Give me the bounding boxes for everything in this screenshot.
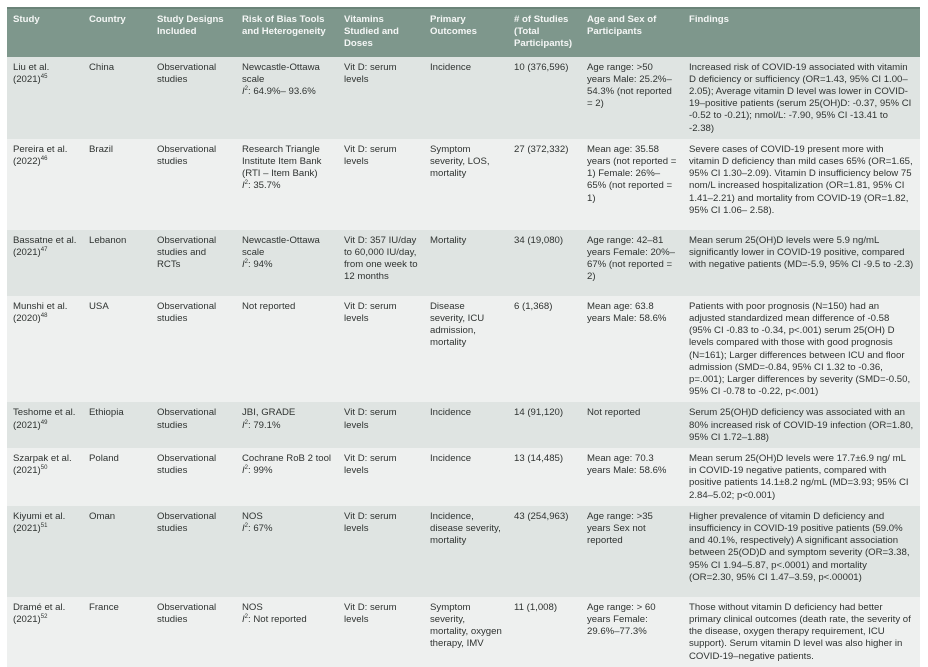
study-text: Pereira et al. (2022)	[13, 143, 68, 168]
i2-superscript: 2	[244, 86, 249, 93]
i2-superscript: 2	[244, 614, 249, 621]
age-sex-text: Age range: >50 years Male: 25.2%–54.3% (not reported = 2)	[587, 61, 672, 110]
country-cell	[83, 402, 151, 448]
design-text: Observational studies	[157, 407, 217, 431]
i2-symbol: I	[242, 523, 245, 535]
reference-number: 51	[40, 523, 48, 530]
age-sex-cell	[581, 139, 683, 230]
design-text: Observational studies	[157, 61, 217, 85]
findings-text: Higher prevalence of vitamin D deficiency and insufficiency in COVID-19 positive patients (59.0% and 40.1%, respectively) A significant association between 25(OD)D and symptom severity (OR=3.38, 95% CI 1.94–5.87, p<.0001) and mortality (OR=2.30, 95% CI 1.47–3.59, p<.00001)	[689, 510, 910, 583]
findings-cell	[683, 402, 920, 448]
bias-tool-cell	[236, 139, 338, 230]
findings-text: Mean serum 25(OH)D levels were 17.7±6.9 ng/ mL in COVID-19 negative patients, compared with positive patients 14.1±8.2 ng/mL (MD=3.93; 95% CI 2.84–5.02; p<0.001)	[689, 453, 909, 501]
country-text: Oman	[89, 510, 116, 522]
country-cell	[83, 139, 151, 230]
vitamins-cell	[338, 230, 424, 296]
age-sex-cell	[581, 296, 683, 403]
design-text: Observational studies and RCTs	[157, 234, 217, 271]
country-text: China	[89, 61, 115, 73]
outcomes-text: Incidence	[430, 407, 472, 419]
num-studies-text: 14 (91,120)	[514, 407, 564, 419]
findings-cell	[683, 506, 920, 597]
studies-table	[7, 7, 920, 667]
design-text: Observational studies	[157, 143, 217, 168]
heterogeneity-text: : 67%	[248, 523, 273, 535]
num-studies-text: 27 (372,332)	[514, 143, 569, 155]
design-text: Observational studies	[157, 510, 217, 535]
findings-text: Increased risk of COVID-19 associated with vitamin D deficiency or sufficiency (OR=1.43, 95% CI 1.00–2.05); Average vitamin D level was lower in COVID-19–positive patients (serum 25(OH)D: -0.37, 95% CI -0.52 to -0.21); nmol/L: -7.90, 95% CI -13.41 to -2.38)	[689, 61, 912, 134]
bias-tool-cell	[236, 597, 338, 667]
reference-number: 48	[40, 313, 48, 320]
outcomes-cell	[424, 448, 508, 506]
country-text: Poland	[89, 453, 119, 465]
num-studies-text: 43 (254,963)	[514, 510, 569, 522]
age-sex-text: Mean age: 63.8 years Male: 58.6%	[587, 300, 667, 325]
reference-number: 45	[40, 73, 48, 80]
findings-cell	[683, 139, 920, 230]
table-row	[7, 448, 920, 506]
i2-superscript: 2	[244, 259, 249, 266]
num-studies-cell	[508, 57, 581, 139]
num-studies-text: 34 (19,080)	[514, 234, 564, 246]
country-text: France	[89, 601, 119, 613]
study-text: Bassatne et al. (2021)	[13, 234, 77, 259]
table-row	[7, 230, 920, 296]
outcomes-cell	[424, 597, 508, 667]
study-cell	[7, 139, 83, 230]
heterogeneity-text: : 94%	[248, 259, 273, 271]
heterogeneity-value	[242, 180, 332, 192]
heterogeneity-text: : Not reported	[248, 614, 307, 626]
bias-tool-cell	[236, 296, 338, 403]
num-studies-cell	[508, 296, 581, 403]
header-num-studies: # of Studies (Total Participants)	[514, 14, 573, 50]
i2-symbol: I	[242, 259, 245, 271]
num-studies-cell	[508, 597, 581, 667]
i2-symbol: I	[242, 614, 245, 626]
header-findings: Findings	[689, 14, 729, 25]
header-primary-outcomes: Primary Outcomes	[430, 14, 477, 38]
findings-cell	[683, 448, 920, 506]
outcomes-cell	[424, 296, 508, 403]
outcomes-text: Incidence	[430, 61, 472, 73]
findings-cell	[683, 57, 920, 139]
table-row	[7, 402, 920, 448]
study-text: Teshome et al. (2021)	[13, 407, 76, 431]
study-cell	[7, 597, 83, 667]
table-row	[7, 57, 920, 139]
reference-number: 49	[40, 419, 48, 426]
design-cell	[151, 506, 236, 597]
bias-tool-text: JBI, GRADE	[242, 407, 296, 419]
vitamins-text: Vit D: serum levels	[344, 143, 397, 168]
vitamins-text: Vit D: serum levels	[344, 61, 397, 85]
num-studies-cell	[508, 230, 581, 296]
outcomes-cell	[424, 402, 508, 448]
study-cell	[7, 57, 83, 139]
design-cell	[151, 402, 236, 448]
num-studies-cell	[508, 448, 581, 506]
design-cell	[151, 296, 236, 403]
study-text: Kiyumi et al. (2021)	[13, 510, 66, 535]
i2-superscript: 2	[244, 465, 249, 472]
findings-cell	[683, 597, 920, 667]
outcomes-cell	[424, 230, 508, 296]
vitamins-cell	[338, 448, 424, 506]
header-study-designs: Study Designs Included	[157, 14, 224, 38]
reference-number: 52	[40, 614, 48, 621]
heterogeneity-value	[242, 259, 332, 271]
bias-tool-text: Not reported	[242, 300, 296, 312]
heterogeneity-text: : 79.1%	[248, 419, 281, 431]
table-row	[7, 139, 920, 230]
num-studies-text: 10 (376,596)	[514, 61, 569, 73]
heterogeneity-value	[242, 420, 332, 432]
heterogeneity-value	[242, 614, 332, 626]
i2-superscript: 2	[244, 523, 249, 530]
table-row	[7, 597, 920, 667]
design-text: Observational studies	[157, 601, 217, 626]
study-cell	[7, 296, 83, 403]
reference-number: 46	[40, 156, 48, 163]
vitamins-cell	[338, 506, 424, 597]
bias-tool-text: NOS	[242, 601, 263, 613]
age-sex-cell	[581, 506, 683, 597]
outcomes-text: Disease severity, ICU admission, mortality	[430, 300, 485, 349]
vitamins-text: Vit D: serum levels	[344, 601, 397, 626]
findings-text: Severe cases of COVID-19 present more with vitamin D deficiency than mild cases 65% (OR=1.65, 95% CI 1.30–2.09). Vitamin D insufficiency below 75 nom/L increased hospitalization (OR=1.81, 95% CI 1.41–2.21) and mortality from COVID-19 (OR=1.82, 95% CI 1.06– 2.58).	[689, 143, 913, 216]
age-sex-text: Age range: > 60 years Female: 29.6%–77.3%	[587, 601, 656, 638]
i2-symbol: I	[242, 465, 245, 477]
age-sex-cell	[581, 597, 683, 667]
design-cell	[151, 139, 236, 230]
vitamins-cell	[338, 597, 424, 667]
num-studies-text: 6 (1,368)	[514, 300, 553, 312]
country-cell	[83, 448, 151, 506]
vitamins-cell	[338, 402, 424, 448]
bias-tool-text: Newcastle-Ottawa scale	[242, 234, 320, 259]
country-cell	[83, 57, 151, 139]
findings-text: Serum 25(OH)D deficiency was associated with an 80% increased risk of COVID-19 infection (OR=1.80, 95% CI 1.72–1.88)	[689, 407, 914, 443]
country-cell	[83, 506, 151, 597]
outcomes-text: Incidence	[430, 453, 472, 465]
bias-tool-cell	[236, 402, 338, 448]
age-sex-text: Age range: 42–81 years Female: 20%–67% (not reported = 2)	[587, 234, 675, 283]
country-text: Brazil	[89, 143, 113, 155]
design-text: Observational studies	[157, 453, 217, 477]
vitamins-text: Vit D: serum levels	[344, 453, 397, 477]
table-row	[7, 506, 920, 597]
study-text: Liu et al. (2021)	[13, 61, 50, 85]
findings-cell	[683, 296, 920, 403]
heterogeneity-text: : 35.7%	[248, 180, 281, 192]
age-sex-text: Age range: >35 years Sex not reported	[587, 510, 653, 547]
design-cell	[151, 448, 236, 506]
i2-symbol: I	[242, 180, 245, 192]
bias-tool-text: Newcastle-Ottawa scale	[242, 61, 320, 85]
vitamins-text: Vit D: serum levels	[344, 407, 397, 431]
vitamins-cell	[338, 139, 424, 230]
vitamins-cell	[338, 296, 424, 403]
age-sex-text: Mean age: 35.58 years (not reported = 1) Female: 26%–65% (not reported = 1)	[587, 143, 677, 204]
age-sex-cell	[581, 230, 683, 296]
outcomes-text: Mortality	[430, 234, 467, 246]
i2-symbol: I	[242, 419, 245, 431]
i2-superscript: 2	[244, 419, 249, 426]
findings-text: Patients with poor prognosis (N=150) had an adjusted standardized mean difference of -0.58 (95% CI -0.83 to -0.34, p<.001) serum 25(OH) D levels compared with those with good prognosis (N=161); Larger differences between ICU and floor admission (SMD=-0.84, 95% CI 1.32 to -0.36, p=.001); Larger differences by severity (SMD=-0.50, 95% CI -0.78 to -0.22, p<.001)	[689, 300, 911, 398]
num-studies-cell	[508, 402, 581, 448]
bias-tool-cell	[236, 448, 338, 506]
header-risk-of-bias: Risk of Bias Tools and Heterogeneity	[242, 14, 326, 38]
vitamins-text: Vit D: serum levels	[344, 510, 397, 535]
table-row	[7, 296, 920, 403]
age-sex-text: Not reported	[587, 407, 641, 419]
outcomes-cell	[424, 506, 508, 597]
bias-tool-cell	[236, 506, 338, 597]
design-text: Observational studies	[157, 300, 217, 325]
reference-number: 47	[40, 247, 48, 254]
design-cell	[151, 597, 236, 667]
country-cell	[83, 296, 151, 403]
reference-number: 50	[40, 465, 48, 472]
study-text: Dramé et al. (2021)	[13, 601, 66, 626]
vitamins-cell	[338, 57, 424, 139]
design-cell	[151, 57, 236, 139]
table-header-row	[7, 8, 920, 57]
country-text: Lebanon	[89, 234, 127, 246]
heterogeneity-value	[242, 86, 332, 98]
header-country: Country	[89, 14, 126, 25]
country-cell	[83, 597, 151, 667]
age-sex-cell	[581, 402, 683, 448]
bias-tool-text: NOS	[242, 510, 263, 522]
study-cell	[7, 448, 83, 506]
age-sex-text: Mean age: 70.3 years Male: 58.6%	[587, 453, 667, 477]
header-age-sex: Age and Sex of Participants	[587, 14, 657, 38]
age-sex-cell	[581, 57, 683, 139]
study-cell	[7, 402, 83, 448]
heterogeneity-text: : 99%	[248, 465, 273, 477]
i2-symbol: I	[242, 86, 245, 98]
heterogeneity-value	[242, 465, 332, 477]
num-studies-cell	[508, 139, 581, 230]
num-studies-cell	[508, 506, 581, 597]
heterogeneity-text: : 64.9%– 93.6%	[248, 86, 316, 98]
findings-cell	[683, 230, 920, 296]
i2-superscript: 2	[244, 180, 249, 187]
bias-tool-cell	[236, 230, 338, 296]
country-cell	[83, 230, 151, 296]
outcomes-text: Symptom severity, LOS, mortality	[430, 143, 490, 180]
findings-text: Mean serum 25(OH)D levels were 5.9 ng/mL significantly lower in COVID-19 positive, compared with negative patients (MD=-5.9, 95% CI -9.5 to -2.3)	[689, 234, 914, 271]
study-cell	[7, 506, 83, 597]
age-sex-cell	[581, 448, 683, 506]
country-text: Ethiopia	[89, 407, 124, 419]
study-text: Szarpak et al. (2021)	[13, 453, 72, 477]
outcomes-cell	[424, 139, 508, 230]
findings-text: Those without vitamin D deficiency had better primary clinical outcomes (death rate, the severity of the disease, oxygen therapy requirement, ICU support). Serum vitamin D level was also higher in COVID-19–negative patients.	[689, 601, 911, 662]
study-text: Munshi et al. (2020)	[13, 300, 68, 325]
bias-tool-text: Research Triangle Institute Item Bank (RTI – Item Bank)	[242, 143, 322, 180]
bias-tool-text: Cochrane RoB 2 tool	[242, 453, 332, 465]
design-cell	[151, 230, 236, 296]
header-vitamins: Vitamins Studied and Doses	[344, 14, 399, 50]
outcomes-text: Incidence, disease severity, mortality	[430, 510, 501, 547]
country-text: USA	[89, 300, 109, 312]
num-studies-text: 13 (14,485)	[514, 453, 564, 465]
num-studies-text: 11 (1,008)	[514, 601, 558, 613]
vitamins-text: Vit D: serum levels	[344, 300, 397, 325]
vitamins-text: Vit D: 357 IU/day to 60,000 IU/day, from one week to 12 months	[344, 234, 418, 283]
heterogeneity-value	[242, 523, 332, 535]
outcomes-cell	[424, 57, 508, 139]
bias-tool-cell	[236, 57, 338, 139]
study-cell	[7, 230, 83, 296]
outcomes-text: Symptom severity, mortality, oxygen therapy, IMV	[430, 601, 502, 650]
header-study: Study	[13, 14, 40, 25]
